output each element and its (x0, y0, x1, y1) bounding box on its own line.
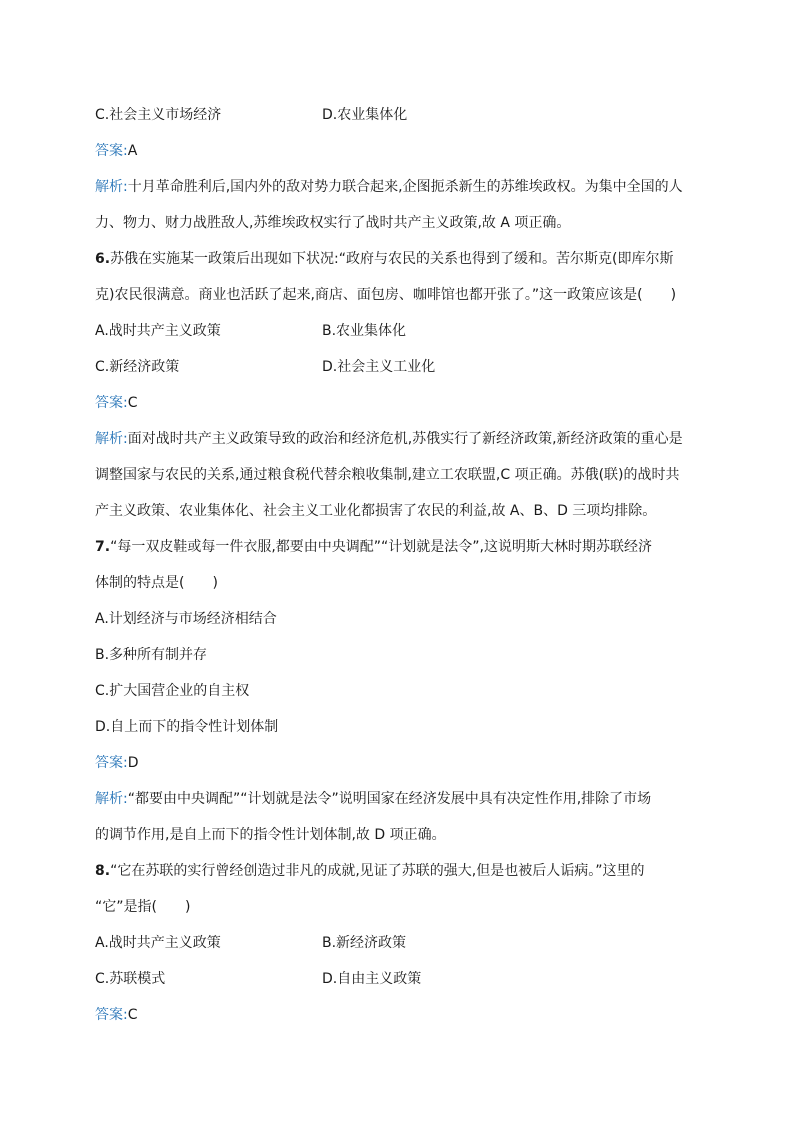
answer-value: C (127, 395, 138, 411)
q6-option-a: A.战时共产主义政策 (95, 323, 221, 339)
stem-text: “它在苏联的实行曾经创造过非凡的成就,见证了苏联的强大,但是也被后人诟病。”这里的 (110, 863, 645, 879)
q5-answer (95, 141, 137, 161)
q7-analysis-line-1 (95, 789, 651, 809)
q5-option-c: C.社会主义市场经济 (95, 107, 222, 123)
q7-analysis-line-2: 的调节作用,是自上而下的指令性计划体制,故 D 项正确。 (95, 827, 446, 843)
q8-answer (95, 1005, 138, 1025)
answer-value: C (127, 1007, 138, 1023)
answer-value: D (127, 755, 139, 771)
q8-option-a: A.战时共产主义政策 (95, 935, 221, 951)
q6-analysis-line-1 (95, 429, 683, 449)
question-number: 8. (95, 863, 111, 879)
answer-label: 答案: (95, 143, 128, 159)
stem-text: “每一双皮鞋或每一件衣服,都要由中央调配”“计划就是法令”,这说明斯大林时期苏联经济 (110, 539, 652, 555)
q6-analysis-line-2: 调整国家与农民的关系,通过粮食税代替余粮收集制,建立工农联盟,C 项正确。苏俄(联)的战时共 (95, 467, 680, 483)
q7-stem-line-1 (95, 537, 652, 557)
analysis-text: 面对战时共产主义政策导致的政治和经济危机,苏俄实行了新经济政策,新经济政策的重心是 (127, 431, 683, 447)
q5-analysis-line-1 (95, 177, 683, 197)
question-number: 6. (95, 251, 111, 267)
analysis-label: 解析: (95, 431, 128, 447)
q6-answer (95, 393, 138, 413)
q7-option-c: C.扩大国营企业的自主权 (95, 683, 250, 699)
q8-stem-line-1 (95, 861, 644, 881)
answer-label: 答案: (95, 395, 128, 411)
analysis-label: 解析: (95, 179, 128, 195)
q6-stem-line-2: 克)农民很满意。商业也活跃了起来,商店、面包房、咖啡馆也都开张了。”这一政策应该是( ) (95, 287, 677, 303)
answer-label: 答案: (95, 755, 128, 771)
q7-option-b: B.多种所有制并存 (95, 647, 208, 663)
analysis-text: 十月革命胜利后,国内外的敌对势力联合起来,企图扼杀新生的苏维埃政权。为集中全国的人 (127, 179, 683, 195)
q8-stem-line-2: “它”是指( ) (95, 899, 191, 915)
q7-answer (95, 753, 139, 773)
analysis-text: “都要由中央调配”“计划就是法令”说明国家在经济发展中具有决定性作用,排除了市场 (127, 791, 652, 807)
q6-option-c: C.新经济政策 (95, 359, 180, 375)
q8-option-c: C.苏联模式 (95, 971, 166, 987)
q6-analysis-line-3: 产主义政策、农业集体化、社会主义工业化都损害了农民的利益,故 A、B、D 三项均排除。 (95, 503, 657, 519)
q7-option-d: D.自上而下的指令性计划体制 (95, 719, 279, 735)
answer-value: A (127, 143, 138, 159)
answer-label: 答案: (95, 1007, 128, 1023)
q6-option-d: D.社会主义工业化 (322, 359, 436, 375)
question-number: 7. (95, 539, 111, 555)
q5-option-d: D.农业集体化 (322, 107, 408, 123)
q6-stem-line-1 (95, 249, 674, 269)
stem-text: 苏俄在实施某一政策后出现如下状况:“政府与农民的关系也得到了缓和。苦尔斯克(即库尔斯 (110, 251, 674, 267)
q5-analysis-line-2: 力、物力、财力战胜敌人,苏维埃政权实行了战时共产主义政策,故 A 项正确。 (95, 215, 571, 231)
q7-stem-line-2: 体制的特点是( ) (95, 575, 218, 591)
q8-option-b: B.新经济政策 (322, 935, 407, 951)
q7-option-a: A.计划经济与市场经济相结合 (95, 611, 277, 627)
q8-option-d: D.自由主义政策 (322, 971, 422, 987)
q6-option-b: B.农业集体化 (322, 323, 407, 339)
analysis-label: 解析: (95, 791, 128, 807)
